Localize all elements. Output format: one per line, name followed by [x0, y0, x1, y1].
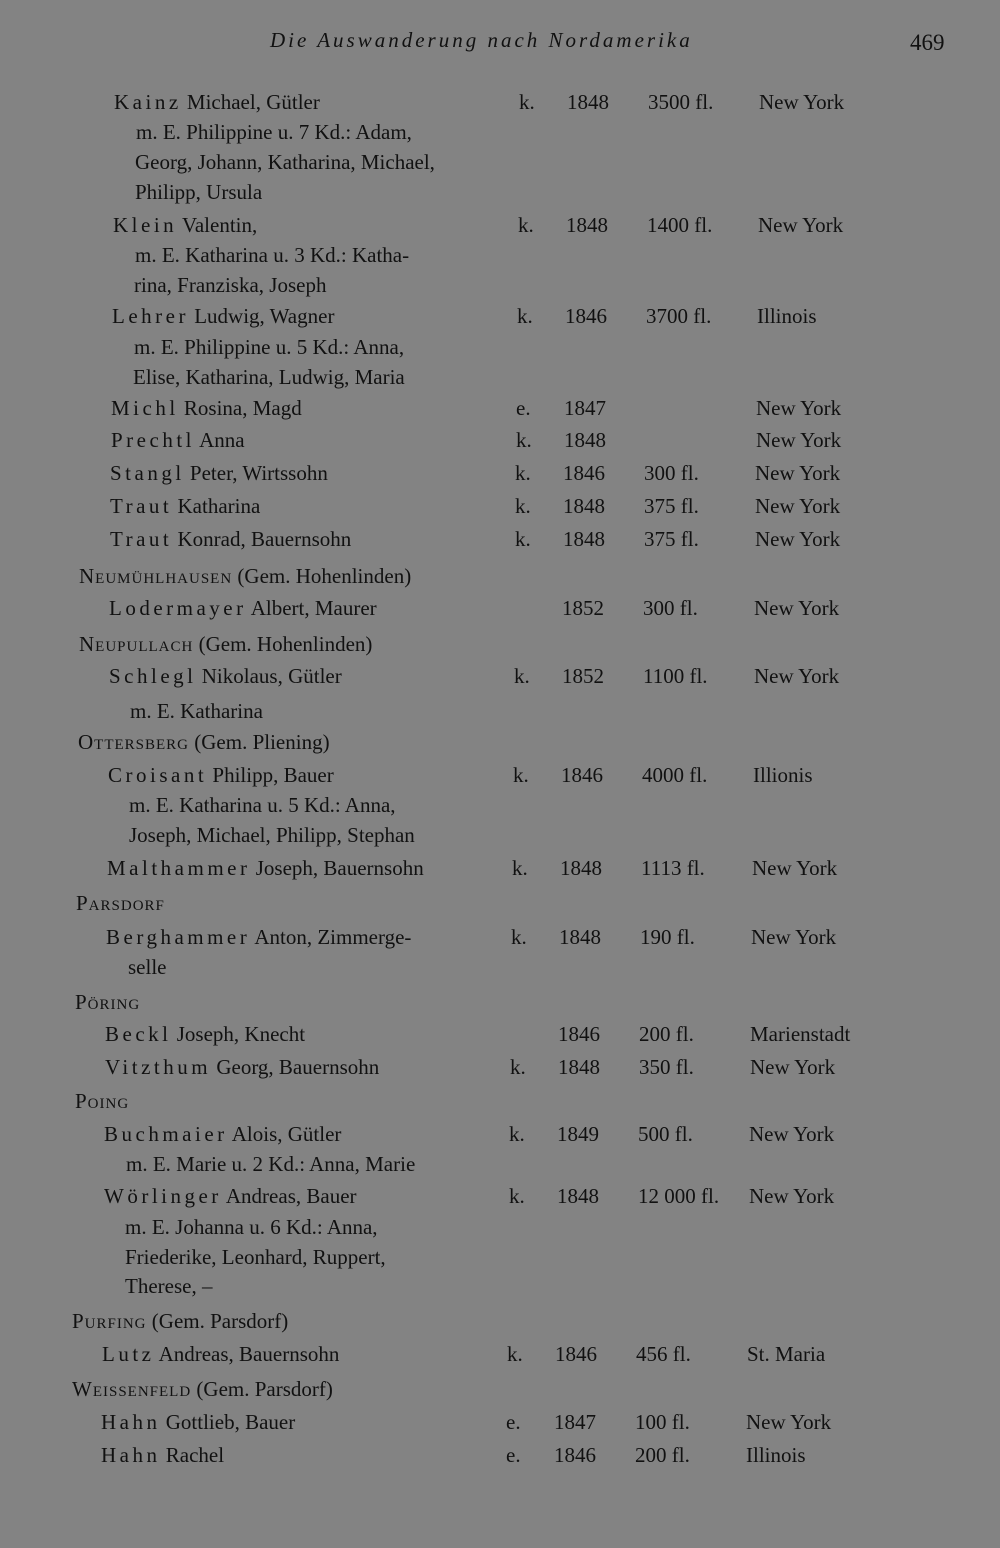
given-name-occupation: Alois, Gütler: [227, 1122, 342, 1146]
religion: k.: [517, 304, 533, 328]
surname: Schlegl: [109, 664, 197, 688]
place-name: Ottersberg: [78, 730, 190, 754]
destination: New York: [746, 1410, 832, 1434]
destination: New York: [754, 596, 840, 620]
emigrant-entry: [0, 1182, 1000, 1210]
year: 1848: [558, 1055, 600, 1079]
person-name: [107, 854, 424, 882]
religion: k.: [519, 90, 535, 114]
surname: Michl: [111, 396, 179, 420]
person-name: [112, 302, 334, 330]
person-name: [104, 1182, 357, 1210]
surname: Kainz: [114, 90, 182, 114]
year: 1848: [560, 856, 602, 880]
given-name-occupation: Rosina, Magd: [178, 396, 302, 420]
entry-continuation: [0, 697, 1000, 725]
emigrant-entry: [0, 1441, 1000, 1469]
given-name-occupation: Joseph, Knecht: [171, 1022, 306, 1046]
person-name: [101, 1441, 224, 1469]
surname: Croisant: [108, 763, 208, 787]
destination: New York: [755, 494, 841, 518]
surname: Vitzthum: [105, 1055, 212, 1079]
given-name-occupation: Rachel: [160, 1443, 225, 1467]
destination: Illionis: [753, 763, 813, 787]
religion: k.: [514, 664, 530, 688]
emigrant-entry: [0, 426, 1000, 454]
year: 1846: [565, 304, 607, 328]
religion: k.: [515, 494, 531, 518]
religion: k.: [512, 856, 528, 880]
place-heading: [0, 728, 1000, 756]
given-name-occupation: Andreas, Bauernsohn: [154, 1342, 340, 1366]
emigrant-entry: [0, 525, 1000, 553]
entry-continuation: [0, 1272, 1000, 1300]
year: 1852: [562, 664, 604, 688]
given-name-occupation: Anton, Zimmerge-: [250, 925, 412, 949]
person-name: [110, 525, 351, 553]
religion: e.: [506, 1443, 521, 1467]
amount: 200 fl.: [635, 1443, 690, 1467]
person-name: [109, 594, 377, 622]
place-heading: [0, 889, 1000, 917]
person-name: [106, 923, 411, 951]
amount: 100 fl.: [635, 1410, 690, 1434]
amount: 3500 fl.: [648, 90, 714, 114]
person-name: [105, 1020, 305, 1048]
given-name-occupation: Gottlieb, Bauer: [160, 1410, 296, 1434]
given-name-occupation: Katharina: [172, 494, 261, 518]
family-details: Friederike, Leonhard, Ruppert,: [125, 1245, 386, 1269]
entry-continuation: [0, 821, 1000, 849]
emigrant-entry: [0, 662, 1000, 690]
emigrant-entry: [0, 302, 1000, 330]
family-details: m. E. Katharina u. 3 Kd.: Katha-: [135, 243, 410, 267]
person-name: [110, 492, 260, 520]
person-name: [114, 88, 320, 116]
emigrant-entry: [0, 1408, 1000, 1436]
place-heading: [0, 1307, 1000, 1335]
entry-continuation: [0, 1243, 1000, 1271]
religion: k.: [511, 925, 527, 949]
year: 1848: [564, 428, 606, 452]
given-name-occupation: Nikolaus, Gütler: [196, 664, 342, 688]
surname: Lutz: [102, 1342, 155, 1366]
amount: 4000 fl.: [642, 763, 708, 787]
person-name: [111, 394, 302, 422]
year: 1848: [563, 527, 605, 551]
family-details: m. E. Philippine u. 7 Kd.: Adam,: [136, 120, 412, 144]
amount: 190 fl.: [640, 925, 695, 949]
entry-continuation: [0, 118, 1000, 146]
family-details: m. E. Katharina: [130, 699, 263, 723]
religion: k.: [518, 213, 534, 237]
year: 1847: [554, 1410, 596, 1434]
place-label: [72, 1375, 333, 1403]
year: 1846: [555, 1342, 597, 1366]
surname: Prechtl: [111, 428, 195, 452]
year: 1852: [562, 596, 604, 620]
amount: 300 fl.: [644, 461, 699, 485]
year: 1846: [561, 763, 603, 787]
family-details: Elise, Katharina, Ludwig, Maria: [133, 365, 405, 389]
emigrant-entry: [0, 459, 1000, 487]
person-name: [110, 459, 328, 487]
year: 1846: [554, 1443, 596, 1467]
destination: New York: [749, 1184, 835, 1208]
place-note: (Gem. Parsdorf): [191, 1377, 333, 1401]
family-details: Joseph, Michael, Philipp, Stephan: [129, 823, 415, 847]
religion: k.: [507, 1342, 523, 1366]
given-name-occupation: Valentin,: [177, 213, 258, 237]
person-name: [104, 1120, 341, 1148]
place-name: Pöring: [75, 990, 141, 1014]
given-name-occupation: Ludwig, Wagner: [188, 304, 335, 328]
amount: 1100 fl.: [643, 664, 708, 688]
family-details: selle: [128, 955, 167, 979]
family-details: m. E. Katharina u. 5 Kd.: Anna,: [129, 793, 396, 817]
place-name: Poing: [75, 1089, 130, 1113]
place-label: [72, 1307, 288, 1335]
place-name: Neupullach: [79, 632, 194, 656]
place-label: [76, 889, 165, 917]
entry-continuation: [0, 271, 1000, 299]
given-name-occupation: Albert, Maurer: [246, 596, 377, 620]
year: 1848: [563, 494, 605, 518]
given-name-occupation: Andreas, Bauer: [221, 1184, 357, 1208]
place-heading: [0, 988, 1000, 1016]
entry-continuation: [0, 178, 1000, 206]
family-details: m. E. Marie u. 2 Kd.: Anna, Marie: [126, 1152, 416, 1176]
destination: New York: [749, 1122, 835, 1146]
person-name: [109, 662, 342, 690]
religion: k.: [513, 763, 529, 787]
year: 1848: [566, 213, 608, 237]
emigrant-entry: [0, 1120, 1000, 1148]
running-head: Die Auswanderung nach Nordamerika: [270, 28, 693, 52]
entry-continuation: [0, 791, 1000, 819]
religion: k.: [515, 527, 531, 551]
entry-continuation: [0, 241, 1000, 269]
given-name-occupation: Konrad, Bauernsohn: [172, 527, 352, 551]
place-note: (Gem. Parsdorf): [146, 1309, 289, 1333]
amount: 350 fl.: [639, 1055, 694, 1079]
year: 1847: [564, 396, 606, 420]
entry-continuation: [0, 1150, 1000, 1178]
amount: 300 fl.: [643, 596, 698, 620]
religion: k.: [516, 428, 532, 452]
surname: Klein: [113, 213, 178, 237]
religion: e.: [516, 396, 531, 420]
religion: k.: [510, 1055, 526, 1079]
emigrant-entry: [0, 211, 1000, 239]
place-label: [79, 562, 411, 590]
amount: 456 fl.: [636, 1342, 691, 1366]
place-heading: [0, 1375, 1000, 1403]
family-details: rina, Franziska, Joseph: [134, 273, 327, 297]
surname: Traut: [110, 527, 173, 551]
page-number: 469: [910, 30, 945, 55]
year: 1848: [559, 925, 601, 949]
family-details: Philipp, Ursula: [135, 180, 263, 204]
given-name-occupation: Georg, Bauernsohn: [211, 1055, 380, 1079]
surname: Hahn: [101, 1410, 161, 1434]
family-details: Therese, –: [125, 1274, 213, 1298]
emigrant-entry: [0, 1020, 1000, 1048]
entry-continuation: [0, 1213, 1000, 1241]
destination: New York: [758, 213, 844, 237]
place-label: [75, 1087, 129, 1115]
emigrant-entry: [0, 594, 1000, 622]
destination: Illinois: [757, 304, 817, 328]
amount: 375 fl.: [644, 494, 699, 518]
place-note: (Gem. Hohenlinden): [193, 632, 373, 656]
amount: 1113 fl.: [641, 856, 705, 880]
destination: New York: [750, 1055, 836, 1079]
destination: New York: [752, 856, 838, 880]
place-name: Parsdorf: [76, 891, 165, 915]
given-name-occupation: Anna: [194, 428, 245, 452]
destination: Illinois: [746, 1443, 806, 1467]
person-name: [108, 761, 334, 789]
person-name: [101, 1408, 295, 1436]
religion: k.: [509, 1122, 525, 1146]
year: 1846: [563, 461, 605, 485]
emigrant-entry: [0, 492, 1000, 520]
destination: New York: [755, 527, 841, 551]
destination: New York: [756, 396, 842, 420]
surname: Stangl: [110, 461, 185, 485]
surname: Traut: [110, 494, 173, 518]
place-heading: [0, 562, 1000, 590]
destination: St. Maria: [747, 1342, 826, 1366]
surname: Hahn: [101, 1443, 161, 1467]
place-heading: [0, 630, 1000, 658]
destination: New York: [756, 428, 842, 452]
amount: 200 fl.: [639, 1022, 694, 1046]
person-name: [102, 1340, 339, 1368]
amount: 1400 fl.: [647, 213, 713, 237]
person-name: [111, 426, 245, 454]
destination: Marienstadt: [750, 1022, 851, 1046]
surname: Berghammer: [106, 925, 251, 949]
entry-continuation: [0, 363, 1000, 391]
place-name: Weissenfeld: [72, 1377, 192, 1401]
place-heading: [0, 1087, 1000, 1115]
surname: Lehrer: [112, 304, 189, 328]
year: 1848: [567, 90, 609, 114]
destination: New York: [751, 925, 837, 949]
given-name-occupation: Joseph, Bauernsohn: [250, 856, 424, 880]
destination: New York: [759, 90, 845, 114]
amount: 375 fl.: [644, 527, 699, 551]
place-note: (Gem. Pliening): [189, 730, 330, 754]
religion: e.: [506, 1410, 521, 1434]
place-label: [78, 728, 330, 756]
year: 1848: [557, 1184, 599, 1208]
entry-continuation: [0, 953, 1000, 981]
religion: k.: [509, 1184, 525, 1208]
entry-continuation: [0, 333, 1000, 361]
emigrant-entry: [0, 923, 1000, 951]
emigrant-entry: [0, 1053, 1000, 1081]
place-name: Neumühlhausen: [79, 564, 233, 588]
emigrant-entry: [0, 394, 1000, 422]
destination: New York: [755, 461, 841, 485]
place-note: (Gem. Hohenlinden): [232, 564, 412, 588]
amount: 500 fl.: [638, 1122, 693, 1146]
emigrant-entry: [0, 761, 1000, 789]
place-label: [75, 988, 140, 1016]
place-name: Purfing: [72, 1309, 147, 1333]
religion: k.: [515, 461, 531, 485]
family-details: m. E. Philippine u. 5 Kd.: Anna,: [134, 335, 405, 359]
year: 1849: [557, 1122, 599, 1146]
surname: Lodermayer: [109, 596, 247, 620]
family-details: m. E. Johanna u. 6 Kd.: Anna,: [125, 1215, 378, 1239]
place-label: [79, 630, 372, 658]
given-name-occupation: Michael, Gütler: [181, 90, 320, 114]
given-name-occupation: Philipp, Bauer: [207, 763, 334, 787]
person-name: [105, 1053, 379, 1081]
year: 1846: [558, 1022, 600, 1046]
surname: Beckl: [105, 1022, 172, 1046]
emigrant-entry: [0, 854, 1000, 882]
amount: 12 000 fl.: [638, 1184, 720, 1208]
surname: Buchmaier: [104, 1122, 228, 1146]
destination: New York: [754, 664, 840, 688]
surname: Malthammer: [107, 856, 251, 880]
person-name: [113, 211, 257, 239]
emigrant-entry: [0, 1340, 1000, 1368]
entry-continuation: [0, 148, 1000, 176]
surname: Wörlinger: [104, 1184, 222, 1208]
amount: 3700 fl.: [646, 304, 712, 328]
given-name-occupation: Peter, Wirtssohn: [184, 461, 328, 485]
family-details: Georg, Johann, Katharina, Michael,: [135, 150, 435, 174]
emigrant-entry: [0, 88, 1000, 116]
